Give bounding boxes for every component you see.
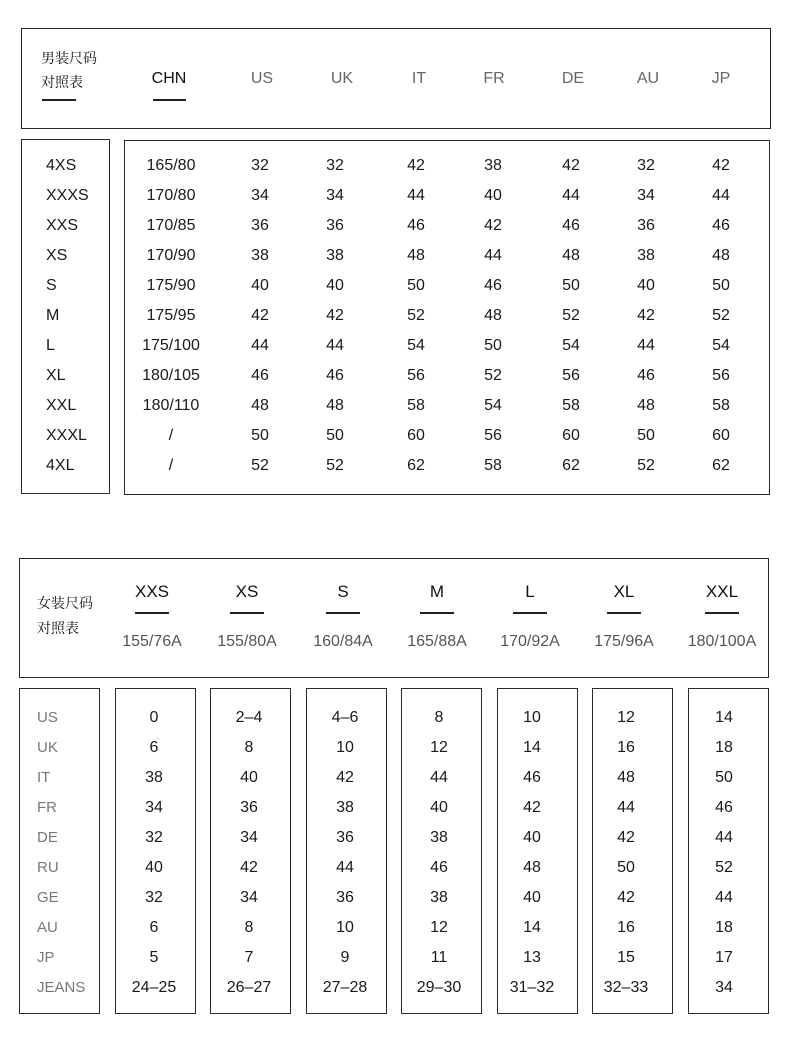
women-cell: 0 xyxy=(149,709,159,726)
men-cell: 46 xyxy=(251,367,269,384)
men-cell: 44 xyxy=(251,337,269,354)
men-cell: 54 xyxy=(484,397,502,414)
women-cell: 12 xyxy=(430,919,448,936)
men-cell: 48 xyxy=(326,397,344,414)
men-cell: 180/105 xyxy=(142,367,200,384)
women-cell: 32–33 xyxy=(603,979,649,996)
women-cell: 24–25 xyxy=(131,979,177,996)
women-size-xs: XS xyxy=(235,582,259,601)
men-size-label: L xyxy=(46,337,55,354)
men-header-chn: CHN xyxy=(151,70,187,87)
women-cell: 12 xyxy=(617,709,635,726)
women-size-underline xyxy=(326,612,360,614)
women-size-underline xyxy=(420,612,454,614)
women-region-label-it: IT xyxy=(37,769,51,786)
men-cell: 56 xyxy=(407,367,425,384)
women-cell: 34 xyxy=(715,979,733,996)
women-region-label-au: AU xyxy=(37,919,58,936)
men-cell: 38 xyxy=(251,247,269,264)
men-cell: 50 xyxy=(637,427,655,444)
men-cell: 32 xyxy=(326,157,344,174)
men-cell: 44 xyxy=(637,337,655,354)
men-cell: 52 xyxy=(562,307,580,324)
women-cell: 34 xyxy=(145,799,163,816)
men-cell: 54 xyxy=(407,337,425,354)
women-cell: 34 xyxy=(240,829,258,846)
women-cell: 32 xyxy=(145,889,163,906)
women-cell: 5 xyxy=(149,949,159,966)
men-cell: 62 xyxy=(407,457,425,474)
men-cell: 50 xyxy=(326,427,344,444)
men-cell: 42 xyxy=(637,307,655,324)
women-cell: 44 xyxy=(715,889,733,906)
men-size-label: 4XS xyxy=(46,157,77,174)
men-cell: 32 xyxy=(251,157,269,174)
women-cell: 46 xyxy=(430,859,448,876)
women-cell: 44 xyxy=(715,829,733,846)
women-region-label-jp: JP xyxy=(37,949,55,966)
men-cell: 52 xyxy=(251,457,269,474)
men-cell: 56 xyxy=(712,367,730,384)
women-cell: 40 xyxy=(430,799,448,816)
men-cell: 46 xyxy=(562,217,580,234)
men-header-it: IT xyxy=(411,70,427,87)
women-cell: 26–27 xyxy=(226,979,272,996)
women-cell: 7 xyxy=(244,949,254,966)
women-cell: 42 xyxy=(523,799,541,816)
men-header-box xyxy=(21,28,771,129)
men-size-label: XS xyxy=(46,247,68,264)
men-cell: 34 xyxy=(637,187,655,204)
men-cell: 42 xyxy=(251,307,269,324)
women-cell: 40 xyxy=(523,889,541,906)
women-cell: 9 xyxy=(340,949,350,966)
women-column-box-s xyxy=(306,688,387,1014)
women-size-measure: 155/80A xyxy=(217,633,277,650)
women-cell: 40 xyxy=(145,859,163,876)
men-cell: 32 xyxy=(637,157,655,174)
men-cell: 50 xyxy=(712,277,730,294)
men-cell: 52 xyxy=(712,307,730,324)
women-size-measure: 170/92A xyxy=(500,633,560,650)
men-size-label: XXXL xyxy=(46,427,87,444)
women-cell: 14 xyxy=(715,709,733,726)
women-cell: 42 xyxy=(240,859,258,876)
women-cell: 17 xyxy=(715,949,733,966)
men-cell: 46 xyxy=(484,277,502,294)
men-cell: 50 xyxy=(251,427,269,444)
women-cell: 52 xyxy=(715,859,733,876)
women-cell: 11 xyxy=(430,949,448,966)
men-cell: 46 xyxy=(407,217,425,234)
men-cell: 38 xyxy=(637,247,655,264)
men-cell: 34 xyxy=(326,187,344,204)
women-cell: 27–28 xyxy=(322,979,368,996)
men-header-de: DE xyxy=(561,70,585,87)
women-cell: 36 xyxy=(336,829,354,846)
women-column-box-xs xyxy=(210,688,291,1014)
men-cell: 60 xyxy=(562,427,580,444)
men-header-jp: JP xyxy=(711,70,731,87)
women-cell: 38 xyxy=(336,799,354,816)
men-cell: 58 xyxy=(407,397,425,414)
women-cell: 18 xyxy=(715,919,733,936)
men-cell: 36 xyxy=(326,217,344,234)
women-size-underline xyxy=(513,612,547,614)
women-cell: 36 xyxy=(240,799,258,816)
men-header-underline xyxy=(153,99,186,101)
women-cell: 8 xyxy=(244,739,254,756)
women-cell: 31–32 xyxy=(509,979,555,996)
men-size-label: S xyxy=(46,277,57,294)
women-size-xxs: XXS xyxy=(134,582,170,601)
men-cell: 60 xyxy=(407,427,425,444)
men-size-label: XXXS xyxy=(46,187,89,204)
women-region-label-de: DE xyxy=(37,829,58,846)
men-cell: 42 xyxy=(407,157,425,174)
women-size-measure: 160/84A xyxy=(313,633,373,650)
women-cell: 48 xyxy=(617,769,635,786)
women-region-label-jeans: JEANS xyxy=(37,979,86,996)
men-cell: 175/90 xyxy=(146,277,196,294)
men-size-label: XL xyxy=(46,367,66,384)
men-cell: 50 xyxy=(562,277,580,294)
men-size-label: XXS xyxy=(46,217,79,234)
men-header-au: AU xyxy=(636,70,660,87)
men-cell: 48 xyxy=(712,247,730,264)
men-cell: 58 xyxy=(562,397,580,414)
women-cell: 44 xyxy=(617,799,635,816)
men-size-label: XXL xyxy=(46,397,77,414)
men-cell: 44 xyxy=(326,337,344,354)
men-cell: 42 xyxy=(326,307,344,324)
men-cell: 34 xyxy=(251,187,269,204)
men-size-label: 4XL xyxy=(46,457,75,474)
men-cell: 62 xyxy=(712,457,730,474)
women-cell: 44 xyxy=(430,769,448,786)
women-cell: 34 xyxy=(240,889,258,906)
men-cell: 170/80 xyxy=(146,187,196,204)
women-cell: 10 xyxy=(523,709,541,726)
men-cell: 42 xyxy=(562,157,580,174)
men-cell: 48 xyxy=(407,247,425,264)
women-cell: 29–30 xyxy=(416,979,462,996)
men-cell: / xyxy=(168,457,174,474)
women-cell: 18 xyxy=(715,739,733,756)
women-cell: 38 xyxy=(145,769,163,786)
women-cell: 50 xyxy=(715,769,733,786)
women-cell: 10 xyxy=(336,919,354,936)
men-cell: 42 xyxy=(484,217,502,234)
women-cell: 32 xyxy=(145,829,163,846)
women-size-measure: 180/100A xyxy=(687,633,757,650)
women-cell: 42 xyxy=(617,889,635,906)
men-cell: 165/80 xyxy=(146,157,196,174)
men-title-underline xyxy=(42,99,76,101)
men-cell: 40 xyxy=(484,187,502,204)
women-cell: 12 xyxy=(430,739,448,756)
men-title-line2: 对照表 xyxy=(41,75,83,91)
women-region-label-ge: GE xyxy=(37,889,59,906)
men-cell: 175/100 xyxy=(142,337,200,354)
women-column-box-xxl xyxy=(688,688,769,1014)
women-cell: 2–4 xyxy=(235,709,263,726)
women-label-box xyxy=(19,688,100,1014)
women-cell: 4–6 xyxy=(331,709,359,726)
women-size-measure: 155/76A xyxy=(122,633,182,650)
women-column-box-xxs xyxy=(115,688,196,1014)
women-size-m: M xyxy=(429,582,445,601)
men-cell: 52 xyxy=(484,367,502,384)
women-size-xxl: XXL xyxy=(705,582,739,601)
women-cell: 48 xyxy=(523,859,541,876)
women-cell: 8 xyxy=(244,919,254,936)
men-values-box xyxy=(124,140,770,495)
men-cell: 54 xyxy=(712,337,730,354)
women-region-label-fr: FR xyxy=(37,799,57,816)
women-cell: 16 xyxy=(617,919,635,936)
women-cell: 36 xyxy=(336,889,354,906)
women-cell: 46 xyxy=(523,769,541,786)
women-column-box-xl xyxy=(592,688,673,1014)
women-size-xl: XL xyxy=(613,582,635,601)
women-column-box-l xyxy=(497,688,578,1014)
women-cell: 14 xyxy=(523,739,541,756)
men-cell: 48 xyxy=(562,247,580,264)
women-cell: 40 xyxy=(240,769,258,786)
men-cell: 170/90 xyxy=(146,247,196,264)
men-cell: 36 xyxy=(251,217,269,234)
men-cell: 180/110 xyxy=(142,397,200,414)
women-cell: 16 xyxy=(617,739,635,756)
women-cell: 6 xyxy=(149,739,159,756)
men-cell: 54 xyxy=(562,337,580,354)
women-size-measure: 175/96A xyxy=(594,633,654,650)
women-cell: 40 xyxy=(523,829,541,846)
men-size-label: M xyxy=(46,307,60,324)
women-cell: 38 xyxy=(430,889,448,906)
women-cell: 42 xyxy=(336,769,354,786)
women-size-underline xyxy=(705,612,739,614)
men-cell: 44 xyxy=(484,247,502,264)
men-cell: 58 xyxy=(484,457,502,474)
women-cell: 6 xyxy=(149,919,159,936)
women-cell: 15 xyxy=(617,949,635,966)
women-size-underline xyxy=(230,612,264,614)
men-cell: 56 xyxy=(484,427,502,444)
men-header-us: US xyxy=(250,70,274,87)
men-cell: 46 xyxy=(712,217,730,234)
men-cell: 40 xyxy=(251,277,269,294)
men-cell: 52 xyxy=(637,457,655,474)
men-cell: 58 xyxy=(712,397,730,414)
men-title-line1: 男装尺码 xyxy=(41,51,97,67)
women-region-label-ru: RU xyxy=(37,859,59,876)
men-cell: 48 xyxy=(484,307,502,324)
women-cell: 50 xyxy=(617,859,635,876)
men-cell: 46 xyxy=(326,367,344,384)
women-size-underline xyxy=(607,612,641,614)
women-cell: 38 xyxy=(430,829,448,846)
men-cell: 48 xyxy=(251,397,269,414)
men-cell: 46 xyxy=(637,367,655,384)
men-header-uk: UK xyxy=(330,70,354,87)
women-column-box-m xyxy=(401,688,482,1014)
men-cell: 175/95 xyxy=(146,307,196,324)
women-region-label-uk: UK xyxy=(37,739,58,756)
women-cell: 14 xyxy=(523,919,541,936)
women-title-line2: 对照表 xyxy=(37,621,79,637)
men-cell: 38 xyxy=(326,247,344,264)
men-cell: 42 xyxy=(712,157,730,174)
men-cell: 60 xyxy=(712,427,730,444)
women-region-label-us: US xyxy=(37,709,58,726)
men-cell: 56 xyxy=(562,367,580,384)
women-cell: 13 xyxy=(523,949,541,966)
women-cell: 46 xyxy=(715,799,733,816)
men-cell: 50 xyxy=(407,277,425,294)
men-cell: / xyxy=(168,427,174,444)
men-cell: 170/85 xyxy=(146,217,196,234)
men-cell: 40 xyxy=(637,277,655,294)
men-cell: 44 xyxy=(562,187,580,204)
women-cell: 10 xyxy=(336,739,354,756)
women-cell: 42 xyxy=(617,829,635,846)
women-title-line1: 女装尺码 xyxy=(37,596,93,612)
men-cell: 50 xyxy=(484,337,502,354)
women-size-underline xyxy=(135,612,169,614)
men-size-label-box xyxy=(21,139,110,494)
women-cell: 8 xyxy=(434,709,444,726)
women-header-box xyxy=(19,558,769,678)
men-cell: 48 xyxy=(637,397,655,414)
men-header-fr: FR xyxy=(483,70,505,87)
men-cell: 38 xyxy=(484,157,502,174)
men-cell: 62 xyxy=(562,457,580,474)
men-cell: 44 xyxy=(712,187,730,204)
women-size-s: S xyxy=(337,582,349,601)
men-cell: 36 xyxy=(637,217,655,234)
women-size-l: L xyxy=(525,582,535,601)
men-cell: 44 xyxy=(407,187,425,204)
women-cell: 44 xyxy=(336,859,354,876)
men-cell: 52 xyxy=(407,307,425,324)
women-size-measure: 165/88A xyxy=(407,633,467,650)
men-cell: 52 xyxy=(326,457,344,474)
men-cell: 40 xyxy=(326,277,344,294)
